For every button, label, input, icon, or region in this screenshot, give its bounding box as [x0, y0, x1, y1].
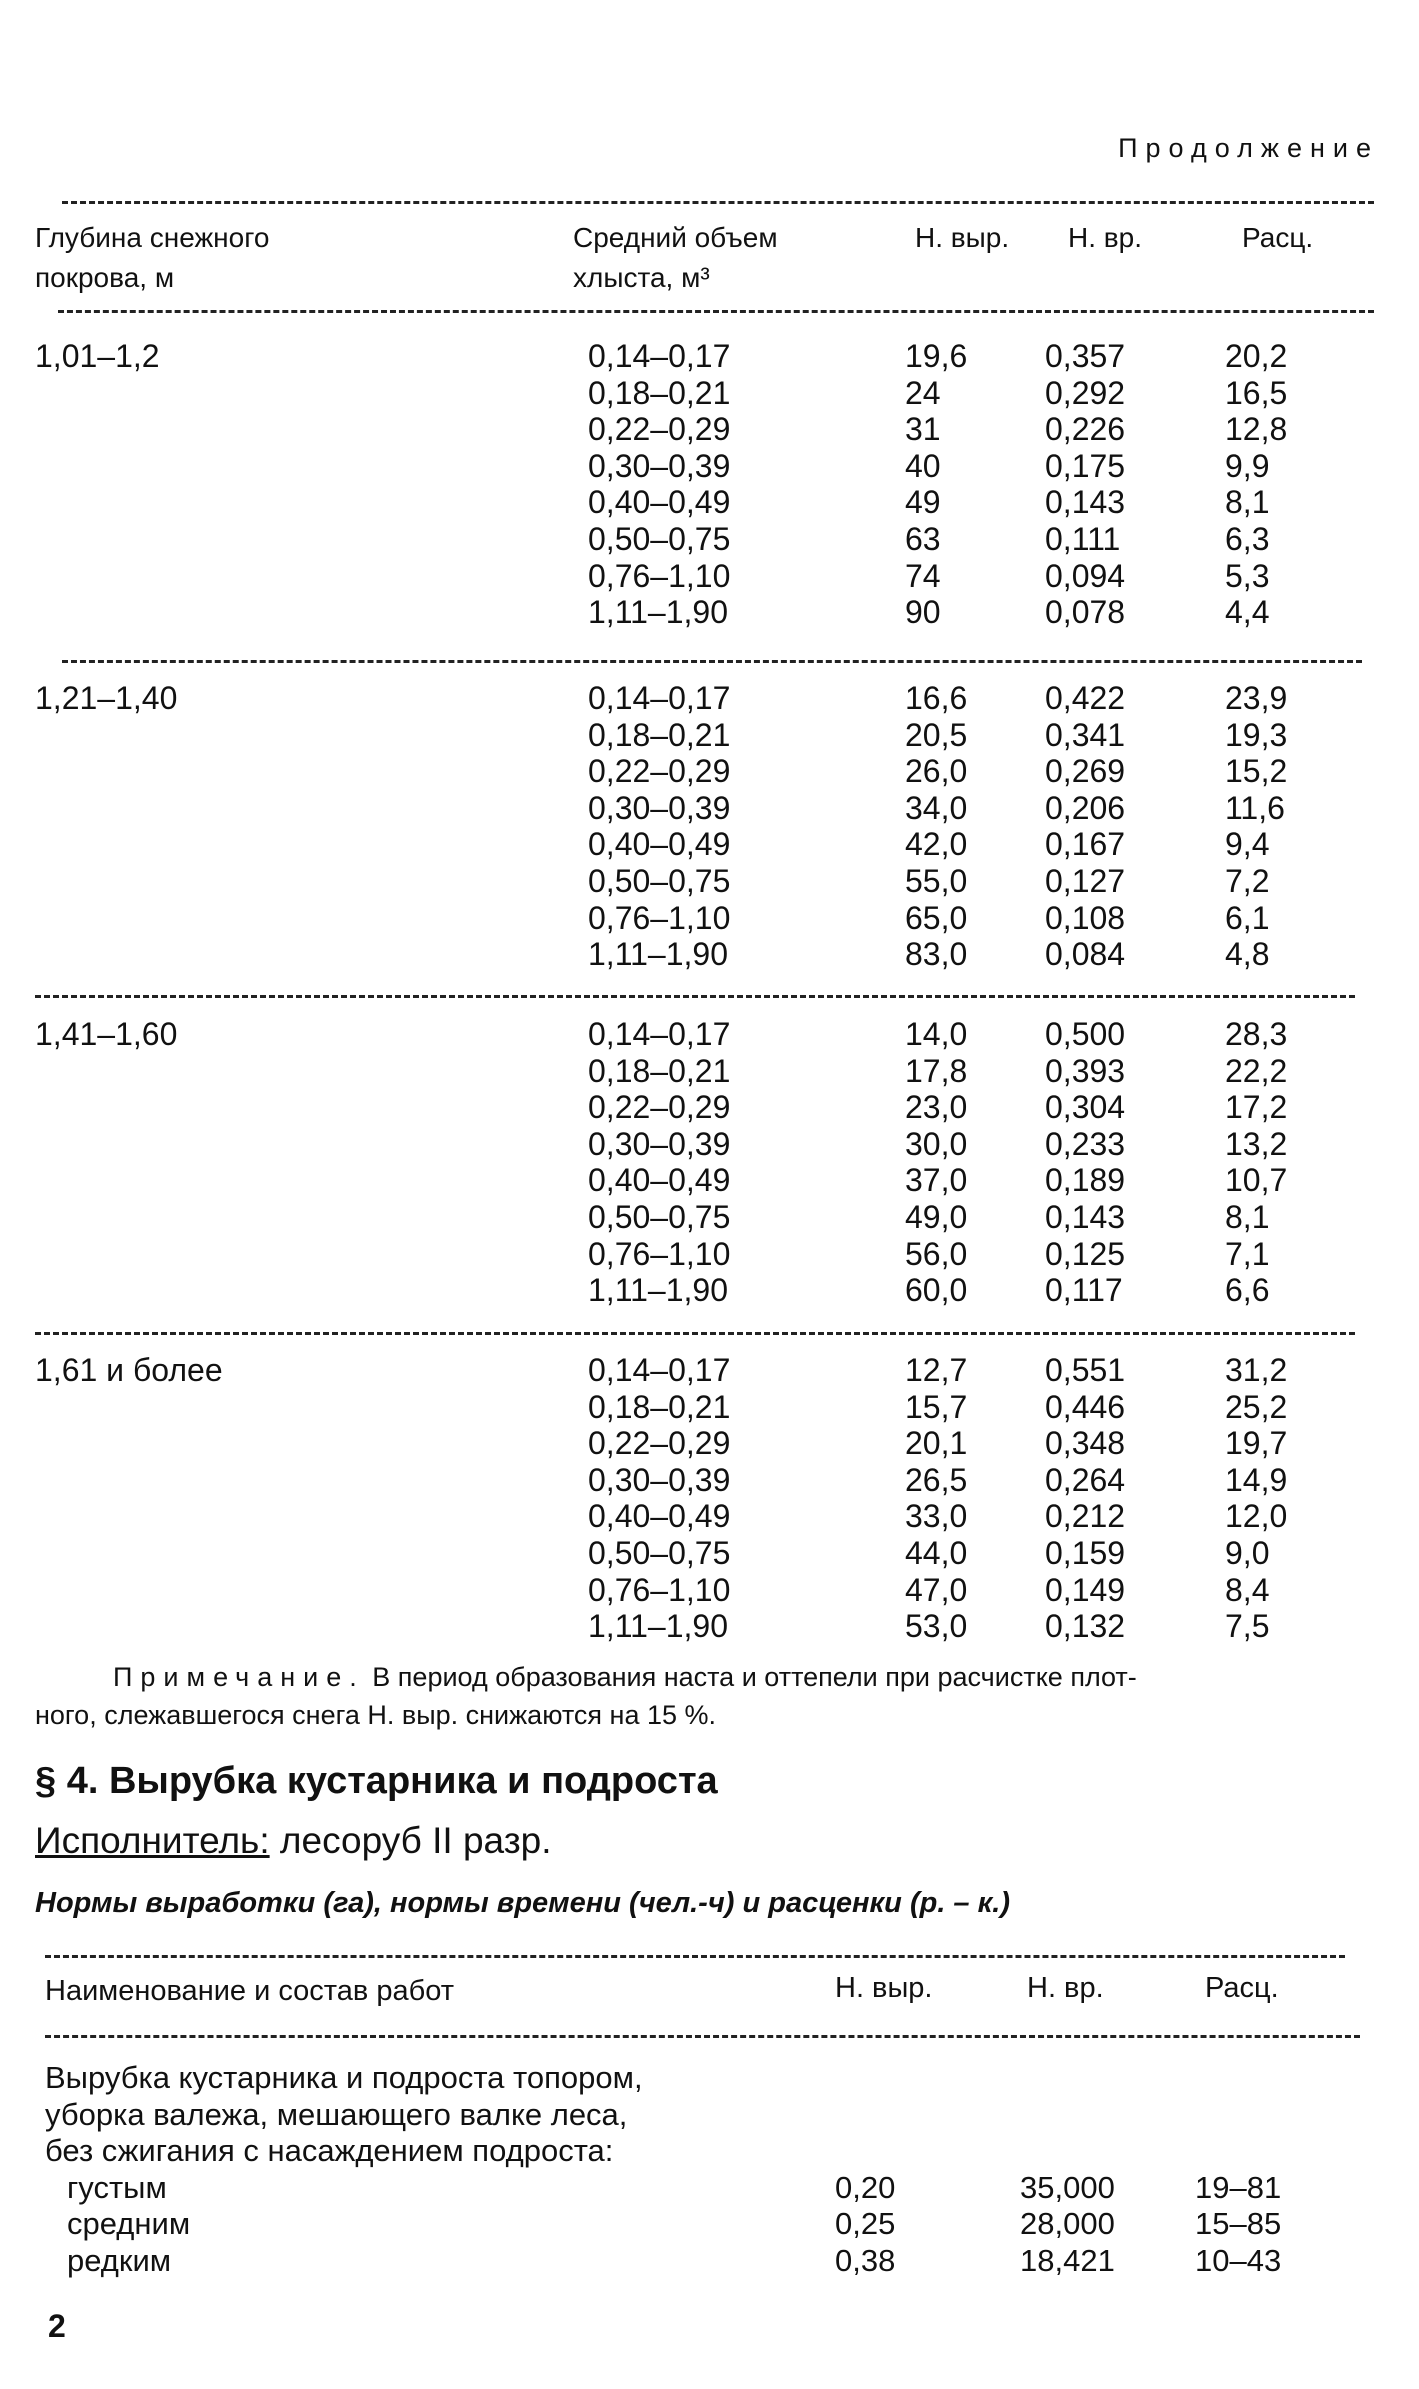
- norm-output-cell: 49: [905, 484, 941, 521]
- executor-line: [35, 1820, 552, 1862]
- norm-output-cell: 24: [905, 374, 941, 411]
- volume-cell: 1,11–1,90: [588, 594, 728, 631]
- norm-time-cell: 0,269: [1045, 753, 1126, 790]
- table-row: [35, 1162, 1355, 1199]
- note-label: Примечание.: [113, 1662, 365, 1692]
- note-line1: В период образования наста и оттепели при расчистке плот-: [372, 1662, 1137, 1692]
- table1-header-volume: [573, 218, 778, 298]
- rate-cell: 9,4: [1225, 826, 1270, 863]
- rate-cell: 6,1: [1225, 899, 1270, 936]
- rate-cell: 14,9: [1225, 1461, 1288, 1498]
- norm-output-cell: 0,25: [835, 2206, 896, 2242]
- table2-header-rate: Расц.: [1205, 1972, 1279, 2004]
- norm-time-cell: 0,304: [1045, 1089, 1126, 1126]
- volume-cell: 0,14–0,17: [588, 1016, 731, 1052]
- volume-cell: 1,11–1,90: [588, 1608, 728, 1645]
- volume-cell: 0,22–0,29: [588, 411, 731, 448]
- norm-output-cell: 14,0: [905, 1016, 968, 1052]
- table-row: [35, 411, 1355, 448]
- norm-output-cell: 42,0: [905, 826, 968, 863]
- table-row: [35, 375, 1355, 412]
- norm-output-cell: 0,38: [835, 2242, 896, 2278]
- table1-header-depth: [35, 218, 269, 298]
- volume-cell: 0,22–0,29: [588, 1425, 731, 1462]
- norm-time-cell: 0,341: [1045, 716, 1126, 753]
- depth-cell: 1,41–1,60: [35, 1016, 178, 1052]
- norm-output-cell: 47,0: [905, 1571, 968, 1608]
- norm-time-cell: 0,175: [1045, 447, 1126, 484]
- page-number: 2: [48, 2308, 66, 2344]
- table-row: [35, 826, 1355, 863]
- norm-output-cell: 65,0: [905, 899, 968, 936]
- norm-time-cell: 0,226: [1045, 411, 1126, 448]
- norm-time-cell: 35,000: [1020, 2169, 1115, 2205]
- table-row: [35, 1016, 1355, 1053]
- volume-cell: 0,76–1,10: [588, 899, 731, 936]
- norm-output-cell: 74: [905, 557, 941, 594]
- table2-body: [45, 2060, 1335, 2280]
- norm-time-cell: 0,143: [1045, 1198, 1126, 1235]
- norm-time-cell: 0,292: [1045, 374, 1126, 411]
- group-divider: [35, 995, 1355, 998]
- rate-cell: 15,2: [1225, 753, 1288, 790]
- table2-header-norm-output: Н. выр.: [835, 1972, 933, 2004]
- table-row: [35, 753, 1355, 790]
- table1-top-rule: [62, 201, 1374, 204]
- volume-cell: 0,30–0,39: [588, 789, 731, 826]
- rate-cell: 8,1: [1225, 1198, 1270, 1235]
- volume-cell: 0,22–0,29: [588, 1089, 731, 1126]
- rate-cell: 11,6: [1225, 789, 1285, 826]
- rate-cell: 17,2: [1225, 1089, 1288, 1126]
- volume-cell: 0,40–0,49: [588, 484, 731, 521]
- norm-output-cell: 0,20: [835, 2169, 896, 2205]
- norm-time-cell: 0,422: [1045, 680, 1126, 716]
- norm-time-cell: 0,143: [1045, 484, 1126, 521]
- rate-cell: 19,3: [1225, 716, 1288, 753]
- norm-time-cell: 0,348: [1045, 1425, 1126, 1462]
- table2-top-rule: [45, 1955, 1345, 1958]
- volume-cell: 0,18–0,21: [588, 374, 731, 411]
- table-row: [35, 1425, 1355, 1462]
- norm-output-cell: 23,0: [905, 1089, 968, 1126]
- table-row: [35, 1089, 1355, 1126]
- norm-time-cell: 0,111: [1045, 520, 1121, 557]
- table-row: [35, 1126, 1355, 1163]
- norm-time-cell: 0,125: [1045, 1235, 1126, 1272]
- norm-output-cell: 31: [905, 411, 941, 448]
- volume-cell: 0,50–0,75: [588, 520, 731, 557]
- table2-header-name: Наименование и состав работ: [45, 1975, 454, 2007]
- norm-output-cell: 26,5: [905, 1461, 968, 1498]
- table-row: [35, 521, 1355, 558]
- volume-cell: 0,40–0,49: [588, 1162, 731, 1199]
- group-divider: [62, 660, 1362, 663]
- table-row: [35, 1199, 1355, 1236]
- table-row: [35, 558, 1355, 595]
- work-name-cell: редким: [67, 2242, 172, 2278]
- rate-cell: 22,2: [1225, 1052, 1288, 1089]
- table-row: [35, 863, 1355, 900]
- norm-output-cell: 37,0: [905, 1162, 968, 1199]
- norm-time-cell: 0,167: [1045, 826, 1126, 863]
- norm-time-cell: 0,551: [1045, 1352, 1126, 1388]
- norm-time-cell: 0,149: [1045, 1571, 1126, 1608]
- volume-cell: 0,76–1,10: [588, 557, 731, 594]
- table-row: [35, 1498, 1355, 1535]
- table-row: [35, 448, 1355, 485]
- table2-header-norm-time: Н. вр.: [1027, 1972, 1104, 2004]
- volume-cell: 1,11–1,90: [588, 1272, 728, 1309]
- norm-time-cell: 18,421: [1020, 2242, 1115, 2278]
- norm-time-cell: 0,159: [1045, 1534, 1126, 1571]
- rate-cell: 12,8: [1225, 411, 1288, 448]
- table1-group: [35, 338, 1355, 631]
- norm-time-cell: 0,132: [1045, 1608, 1126, 1645]
- header-depth-line2: покрова, м: [35, 262, 175, 293]
- norm-time-cell: 0,500: [1045, 1016, 1126, 1052]
- table-row: [35, 1272, 1355, 1309]
- volume-cell: 0,30–0,39: [588, 1461, 731, 1498]
- table-row: [35, 1608, 1355, 1645]
- rate-cell: 6,6: [1225, 1272, 1270, 1309]
- rate-cell: 31,2: [1225, 1352, 1288, 1388]
- volume-cell: 0,40–0,49: [588, 1498, 731, 1535]
- rate-cell: 7,2: [1225, 862, 1270, 899]
- norm-output-cell: 90: [905, 594, 941, 631]
- table-note: [35, 1658, 1375, 1734]
- norm-output-cell: 40: [905, 447, 941, 484]
- table-row: [35, 1352, 1355, 1389]
- group-divider: [35, 1332, 1355, 1335]
- norm-time-cell: 0,117: [1045, 1272, 1123, 1309]
- rate-cell: 9,9: [1225, 447, 1270, 484]
- norm-time-cell: 0,094: [1045, 557, 1126, 594]
- norm-time-cell: 28,000: [1020, 2206, 1115, 2242]
- norm-time-cell: 0,108: [1045, 899, 1126, 936]
- norm-time-cell: 0,084: [1045, 936, 1126, 973]
- volume-cell: 0,14–0,17: [588, 1352, 731, 1388]
- rate-cell: 4,8: [1225, 936, 1270, 973]
- volume-cell: 0,14–0,17: [588, 680, 731, 716]
- table-row: [35, 1053, 1355, 1090]
- table-row: [35, 1462, 1355, 1499]
- table-row: [35, 1535, 1355, 1572]
- norm-time-cell: 0,127: [1045, 862, 1126, 899]
- rate-cell: 6,3: [1225, 520, 1270, 557]
- rate-cell: 12,0: [1225, 1498, 1288, 1535]
- table1-group: [35, 1016, 1355, 1309]
- depth-cell: 1,01–1,2: [35, 338, 160, 374]
- norm-output-cell: 16,6: [905, 680, 968, 716]
- rate-cell: 8,1: [1225, 484, 1270, 521]
- volume-cell: 0,50–0,75: [588, 1534, 731, 1571]
- executor-value: лесоруб II разр.: [269, 1820, 552, 1861]
- volume-cell: 1,11–1,90: [588, 936, 728, 973]
- table-row: [35, 680, 1355, 717]
- norm-time-cell: 0,233: [1045, 1125, 1126, 1162]
- rate-cell: 15–85: [1195, 2206, 1282, 2242]
- rate-cell: 13,2: [1225, 1125, 1288, 1162]
- volume-cell: 0,18–0,21: [588, 1388, 731, 1425]
- norm-output-cell: 19,6: [905, 338, 968, 374]
- norm-time-cell: 0,078: [1045, 594, 1126, 631]
- continuation-label: Продолжение: [1118, 133, 1379, 163]
- table1-header-norm-output: Н. выр.: [915, 222, 1010, 253]
- rate-cell: 23,9: [1225, 680, 1288, 716]
- table1-header-norm-time: Н. вр.: [1068, 222, 1143, 253]
- norm-output-cell: 20,5: [905, 716, 968, 753]
- norm-output-cell: 34,0: [905, 789, 968, 826]
- rate-cell: 5,3: [1225, 557, 1270, 594]
- norm-time-cell: 0,446: [1045, 1388, 1126, 1425]
- table-row: [35, 1236, 1355, 1273]
- table-row: [35, 790, 1355, 827]
- volume-cell: 0,30–0,39: [588, 1125, 731, 1162]
- table-row: [35, 900, 1355, 937]
- section-title: § 4. Вырубка кустарника и подроста: [35, 1760, 718, 1802]
- rate-cell: 9,0: [1225, 1534, 1270, 1571]
- norm-output-cell: 49,0: [905, 1198, 968, 1235]
- volume-cell: 0,76–1,10: [588, 1235, 731, 1272]
- table2-header-rule: [45, 2035, 1360, 2038]
- norm-output-cell: 55,0: [905, 862, 968, 899]
- work-name-cell: густым: [67, 2169, 167, 2205]
- norm-output-cell: 53,0: [905, 1608, 968, 1645]
- norm-output-cell: 60,0: [905, 1272, 968, 1309]
- executor-label: Исполнитель:: [35, 1820, 270, 1861]
- rate-cell: 28,3: [1225, 1016, 1288, 1052]
- table-row: [35, 1572, 1355, 1609]
- rate-cell: 25,2: [1225, 1388, 1288, 1425]
- norm-output-cell: 17,8: [905, 1052, 968, 1089]
- norm-time-cell: 0,357: [1045, 338, 1126, 374]
- rate-cell: 20,2: [1225, 338, 1288, 374]
- table-row: [35, 594, 1355, 631]
- table1-group: [35, 1352, 1355, 1645]
- norm-output-cell: 12,7: [905, 1352, 968, 1388]
- norm-time-cell: 0,212: [1045, 1498, 1126, 1535]
- rate-cell: 10,7: [1225, 1162, 1288, 1199]
- table-row: [35, 717, 1355, 754]
- volume-cell: 0,30–0,39: [588, 447, 731, 484]
- norm-output-cell: 33,0: [905, 1498, 968, 1535]
- norm-time-cell: 0,189: [1045, 1162, 1126, 1199]
- table-row: [45, 2243, 1335, 2280]
- norm-output-cell: 44,0: [905, 1534, 968, 1571]
- note-line2: ного, слежавшегося снега Н. выр. снижаются на 15 %.: [35, 1700, 717, 1730]
- norm-time-cell: 0,264: [1045, 1461, 1126, 1498]
- volume-cell: 0,18–0,21: [588, 716, 731, 753]
- rate-cell: 8,4: [1225, 1571, 1270, 1608]
- table1-header-rate: Расц.: [1242, 222, 1314, 253]
- rate-cell: 16,5: [1225, 374, 1288, 411]
- volume-cell: 0,40–0,49: [588, 826, 731, 863]
- rate-cell: 19,7: [1225, 1425, 1288, 1462]
- header-volume-line1: Средний объем: [573, 222, 778, 253]
- norm-output-cell: 83,0: [905, 936, 968, 973]
- norm-time-cell: 0,393: [1045, 1052, 1126, 1089]
- rate-cell: 7,1: [1225, 1235, 1270, 1272]
- volume-cell: 0,22–0,29: [588, 753, 731, 790]
- rate-cell: 7,5: [1225, 1608, 1270, 1645]
- norm-output-cell: 63: [905, 520, 941, 557]
- table-row: [35, 936, 1355, 973]
- table-row: [35, 1389, 1355, 1426]
- norm-output-cell: 26,0: [905, 753, 968, 790]
- depth-cell: 1,21–1,40: [35, 680, 178, 716]
- section-subtitle: Нормы выработки (га), нормы времени (чел.-ч) и расценки (р. – к.): [35, 1887, 1011, 1919]
- depth-cell: 1,61 и более: [35, 1352, 223, 1388]
- volume-cell: 0,76–1,10: [588, 1571, 731, 1608]
- rate-cell: 4,4: [1225, 594, 1270, 631]
- table2-desc-line: уборка валежа, мешающего валке леса,: [45, 2096, 628, 2132]
- volume-cell: 0,14–0,17: [588, 338, 731, 374]
- norm-time-cell: 0,206: [1045, 789, 1126, 826]
- table-row: [45, 2206, 1335, 2243]
- header-depth-line1: Глубина снежного: [35, 222, 270, 253]
- table-row: [35, 484, 1355, 521]
- table-row: [45, 2170, 1335, 2207]
- table1-group: [35, 680, 1355, 973]
- table1-header-rule: [58, 310, 1374, 313]
- volume-cell: 0,18–0,21: [588, 1052, 731, 1089]
- norm-output-cell: 20,1: [905, 1425, 968, 1462]
- norm-output-cell: 30,0: [905, 1125, 968, 1162]
- rate-cell: 10–43: [1195, 2242, 1282, 2278]
- norm-output-cell: 56,0: [905, 1235, 968, 1272]
- table2-desc-line: Вырубка кустарника и подроста топором,: [45, 2060, 643, 2095]
- header-volume-line2: хлыста, м³: [573, 262, 710, 293]
- rate-cell: 19–81: [1195, 2169, 1282, 2205]
- norm-output-cell: 15,7: [905, 1388, 968, 1425]
- work-name-cell: средним: [67, 2206, 191, 2242]
- volume-cell: 0,50–0,75: [588, 862, 731, 899]
- volume-cell: 0,50–0,75: [588, 1198, 731, 1235]
- table2-desc-line: без сжигания с насаждением подроста:: [45, 2133, 614, 2169]
- table-row: [35, 338, 1355, 375]
